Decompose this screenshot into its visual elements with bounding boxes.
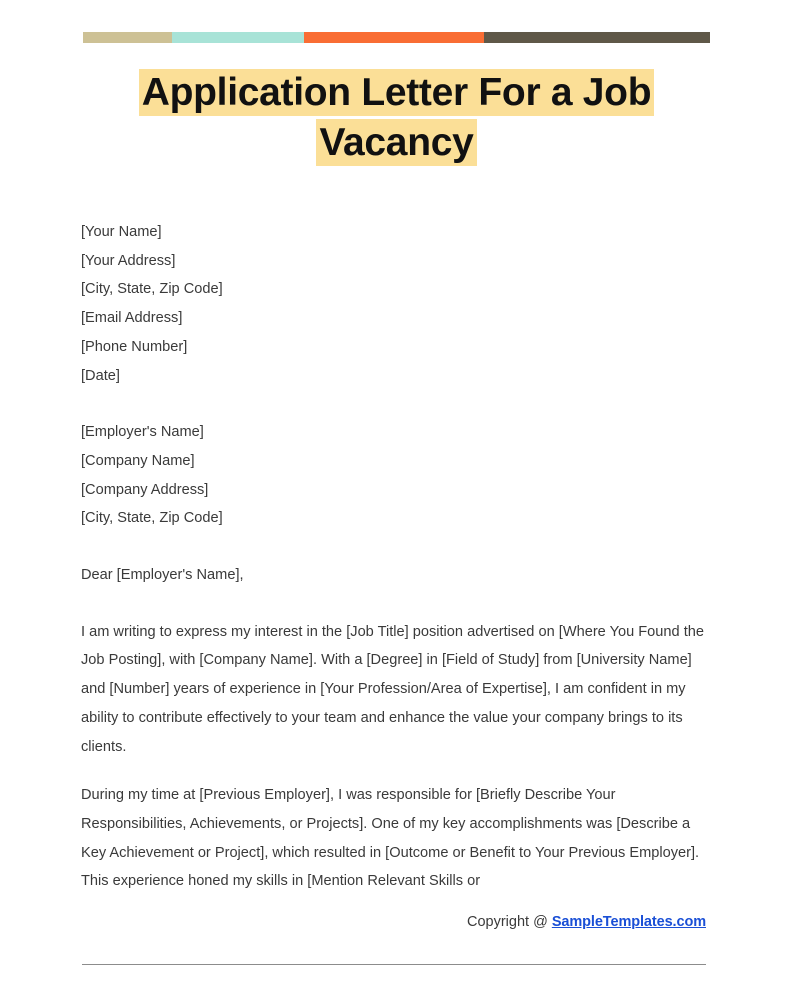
spacer (81, 590, 706, 618)
body-paragraph-1: I am writing to express my interest in the [Job Title] position advertised on [Where You Found the Job Posting], with [Company Name]. With a [Degree] in [Field of Study] from [University Name] and [Number] years of experience in [Your Profession/Area of Expertise], I am confident in my ability to contribute effectively to your team and enhance the value your company brings to its clients. (81, 623, 704, 755)
recipient-address-block (81, 418, 706, 533)
color-bar-segment-orange (304, 32, 484, 43)
color-bar-segment-dark (484, 32, 710, 43)
recipient-line: [Company Name] (81, 452, 195, 469)
page-title-wrapper (83, 68, 710, 168)
spacer (81, 533, 706, 561)
sender-line: [Phone Number] (81, 338, 188, 355)
sender-address-block (81, 218, 706, 390)
salutation: Dear [Employer's Name], (81, 567, 244, 584)
recipient-line: [Company Address] (81, 481, 209, 498)
copyright-text: Copyright @ (466, 914, 552, 930)
recipient-line: [Employer's Name] (81, 424, 204, 441)
color-bar-segment-khaki (83, 32, 172, 43)
footer-divider (82, 964, 706, 965)
spacer (81, 390, 706, 418)
recipient-line: [City, State, Zip Code] (81, 510, 223, 527)
sender-line: [Your Name] (81, 224, 162, 240)
sampletemplates-link[interactable]: SampleTemplates.com (551, 914, 706, 930)
sender-line: [Your Address] (81, 252, 176, 269)
body-paragraph-2: During my time at [Previous Employer], I was responsible for [Briefly Describe Your Responsibilities, Achievements, or Projects]. One of my key accomplishments was [Describe a Key Achievement or Project], which resulted in [Outcome or Benefit to Your Previous Employer]. This experience honed my skills in [Mention Relevant Skills or (81, 787, 700, 890)
sender-line: [Date] (81, 367, 120, 384)
sender-line: [Email Address] (81, 310, 183, 327)
sender-line: [City, State, Zip Code] (81, 281, 223, 298)
header-color-bar (83, 32, 710, 43)
color-bar-segment-mint (172, 32, 304, 43)
page-title: Application Letter For a Job Vacancy (139, 69, 654, 166)
footer-copyright (81, 914, 706, 930)
letter-body (81, 218, 706, 896)
